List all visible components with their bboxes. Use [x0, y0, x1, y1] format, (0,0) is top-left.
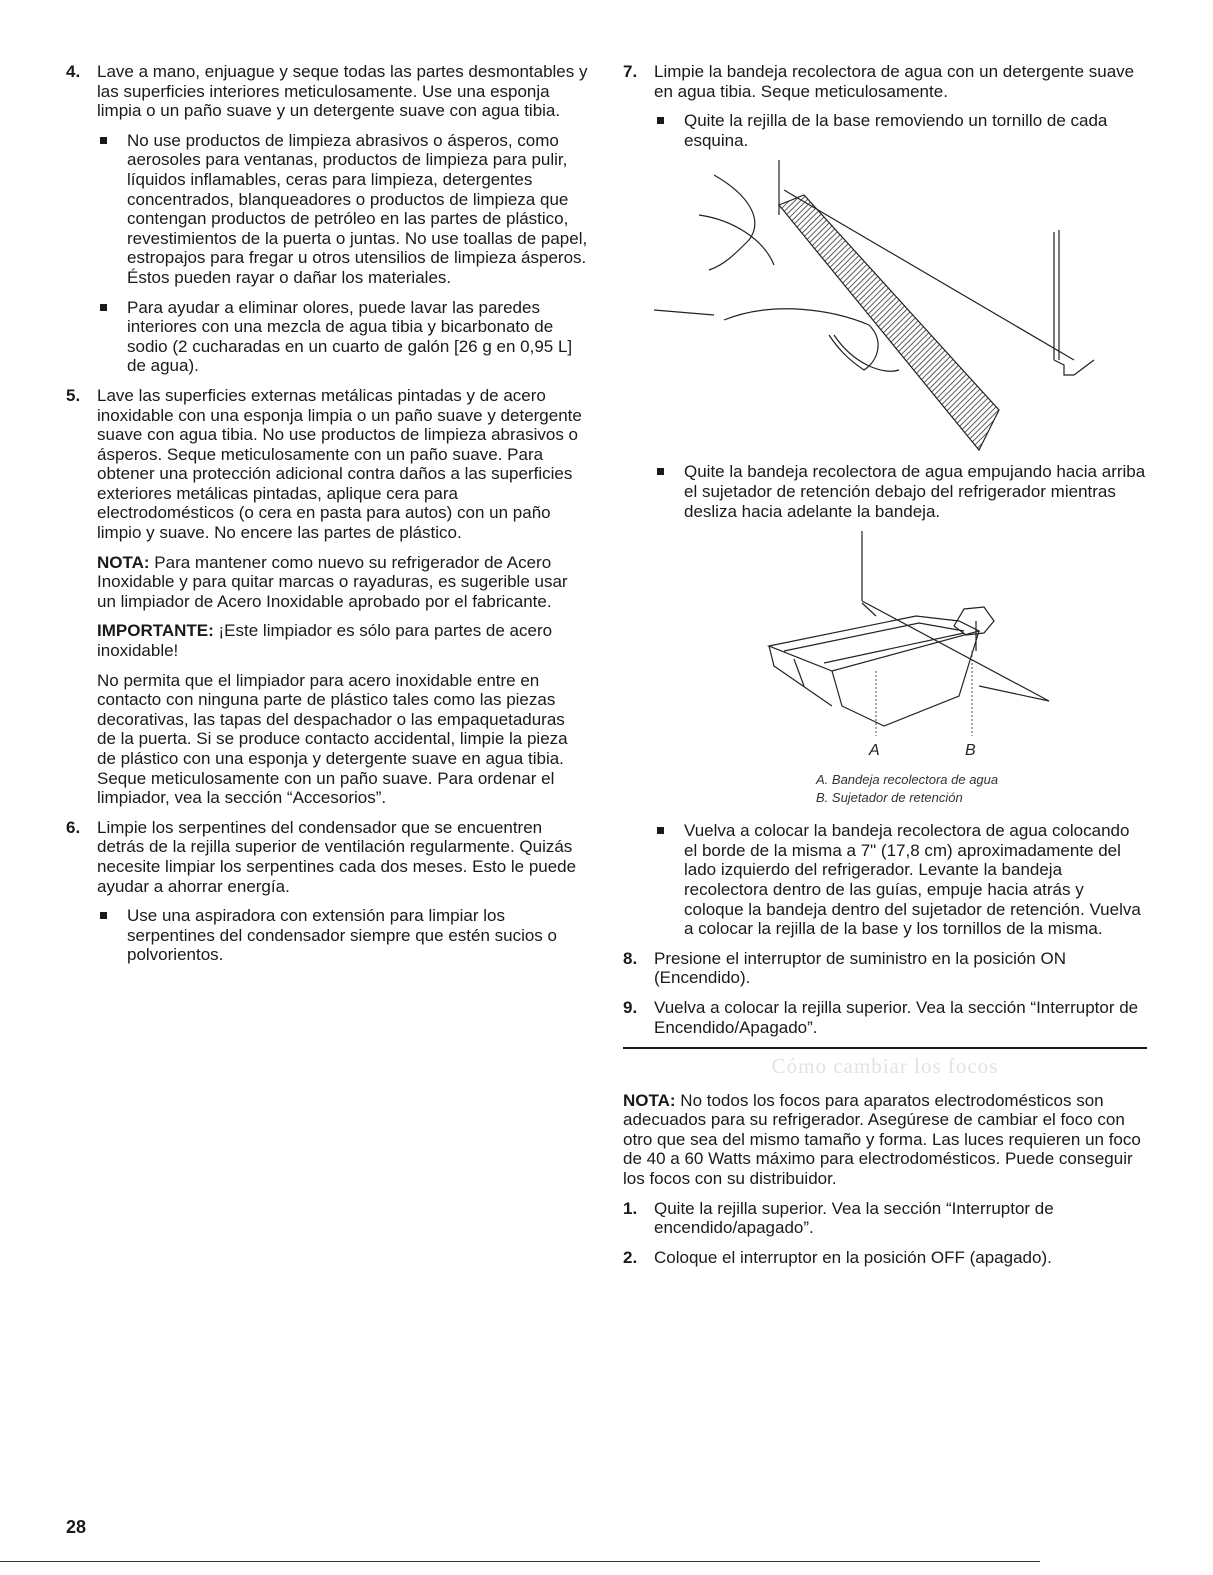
bullet-item	[97, 906, 588, 965]
important-text: ¡Este limpiador es sólo para partes de acero inoxidable!	[97, 621, 553, 661]
step-text: Lave las superficies externas metálicas pintadas y de acero inoxidable con una esponja limpia o un paño suave y detergente suave con agua tibia. No use productos de limpieza abrasivos o ásperos. Seque meticulosamente con un paño suave. Para obtener una protección adicional contra daños a las superficies exteriores metálicas pintadas, aplique cera para electrodomésticos (o cera en pasta para autos) con un paño limpio y suave. No encere las partes de plástico.	[97, 385, 582, 543]
square-bullet-icon	[100, 304, 107, 311]
bullet-item	[654, 462, 1147, 521]
section-divider	[623, 1047, 1147, 1049]
bullet-text: Quite la bandeja recolectora de agua empujando hacia arriba el sujetador de retención debajo del refrigerador mientras desliza hacia adelante la bandeja.	[684, 462, 1146, 521]
bullet-item	[97, 298, 588, 376]
step-9	[623, 998, 1147, 1037]
bullet-text: Vuelva a colocar la bandeja recolectora de agua colocando el borde de la misma a 7" (17,8 cm) aproximadamente del lado izquierdo del refrigerador. Levante la bandeja recolectora dentro de las guías, empuje hacia atrás y coloque la bandeja dentro del sujetador de retención. Vuelva a colocar la rejilla de la base y los tornillos de la misma.	[684, 821, 1141, 939]
bulb-step-2	[623, 1248, 1147, 1268]
step-6	[66, 818, 588, 965]
step-8	[623, 949, 1147, 988]
note-text: Para mantener como nuevo su refrigerador de Acero Inoxidable y para quitar marcas o rayaduras, es sugerible usar un limpiador de Acero Inoxidable aprobado por el fabricante.	[97, 552, 568, 611]
bullet-text: Para ayudar a eliminar olores, puede lavar las paredes interiores con una mezcla de agua tibia y bicarbonato de sodio (2 cucharadas en un cuarto de galón [26 g en 0,95 L] de agua).	[127, 297, 573, 376]
bullet-text: Quite la rejilla de la base removiendo un tornillo de cada esquina.	[684, 111, 1108, 150]
step-text: Coloque el interruptor en la posición OFF (apagado).	[654, 1247, 1052, 1267]
bullet-item	[97, 131, 588, 288]
square-bullet-icon	[657, 117, 664, 124]
square-bullet-icon	[100, 137, 107, 144]
base-grille-removal-illustration	[654, 160, 1147, 452]
grille-illustration-svg	[654, 160, 1114, 452]
label-a: A	[869, 742, 880, 760]
step-number: 8.	[623, 948, 638, 968]
note-paragraph	[623, 1091, 1147, 1189]
step-text: Limpie los serpentines del condensador que se encuentren detrás de la rejilla superior de ventilación regularmente. Quizás necesite limpiar los serpentines cada dos meses. Esto le puede ayudar a ahorrar energía.	[97, 817, 577, 896]
caption-b: B. Sujetador de retención	[816, 790, 963, 806]
step-number: 6.	[66, 817, 81, 837]
bullet-text: Use una aspiradora con extensión para limpiar los serpentines del condensador siempre que estén sucios o polvorientos.	[127, 906, 557, 965]
step-number: 1.	[623, 1198, 638, 1218]
note-label: NOTA:	[623, 1090, 676, 1110]
bullet-text: No use productos de limpieza abrasivos o ásperos, como aerosoles para ventanas, productos de limpieza para pulir, líquidos inflamables, ceras para limpieza, detergentes concentrados, blanqueadores o productos de limpieza que contengan productos de petróleo en las partes de plástico, revestimientos de la puerta o juntas. No use toallas de papel, estropajos para fregar u otros utensilios de limpieza ásperos. Éstos pueden rayar o dañar los materiales.	[127, 130, 588, 287]
step-number: 7.	[623, 62, 638, 81]
square-bullet-icon	[657, 468, 664, 475]
step-text: Quite la rejilla superior. Vea la sección “Interruptor de encendido/apagado”.	[654, 1198, 1054, 1238]
note-text: No todos los focos para aparatos electrodomésticos son adecuados para su refrigerador. Asegúrese de cambiar el foco con otro que sea del mismo tamaño y forma. Las luces requieren un foco de 40 a 60 Watts máximo para electrodomésticos. Puede conseguir los focos con su distribuidor.	[623, 1090, 1141, 1189]
bulb-step-1	[623, 1199, 1147, 1238]
step-text: Vuelva a colocar la rejilla superior. Vea la sección “Interruptor de Encendido/Apagado”.	[654, 997, 1139, 1037]
drain-pan-svg	[654, 531, 1114, 761]
square-bullet-icon	[100, 912, 107, 919]
label-b: B	[965, 742, 976, 760]
section-title: Cómo cambiar los focos	[771, 1054, 999, 1079]
note-label: NOTA:	[97, 552, 150, 572]
bullet-item	[654, 821, 1147, 939]
step-text: Presione el interruptor de suministro en la posición ON (Encendido).	[654, 948, 1066, 988]
right-column	[623, 62, 1147, 1277]
bullet-item	[654, 111, 1147, 150]
footer-rule	[0, 1561, 1040, 1562]
note-paragraph	[97, 553, 588, 612]
drain-pan-illustration	[654, 531, 1147, 761]
step-number: 4.	[66, 62, 81, 81]
step-number: 5.	[66, 385, 81, 405]
step-7	[623, 62, 1147, 939]
step-number: 9.	[623, 997, 638, 1017]
important-paragraph	[97, 621, 588, 660]
left-column	[66, 62, 588, 975]
step-text: Lave a mano, enjuague y seque todas las partes desmontables y las superficies interiores meticulosamente. Use una esponja limpia o un paño suave y un detergente suave con agua tibia.	[97, 62, 588, 121]
warning-paragraph: No permita que el limpiador para acero inoxidable entre en contacto con ninguna parte de plástico tales como las piezas decorativas, las tapas del despachador o las empaquetaduras de la puerta. Si se produce contacto accidental, limpie la pieza de plástico con una esponja y detergente suave en agua tibia. Seque meticulosamente con un paño suave. Para ordenar el limpiador, vea la sección “Accesorios”.	[97, 670, 568, 808]
step-number: 2.	[623, 1247, 638, 1267]
step-5	[66, 386, 588, 808]
caption-a: A. Bandeja recolectora de agua	[816, 772, 999, 788]
square-bullet-icon	[657, 827, 664, 834]
step-text: Limpie la bandeja recolectora de agua con un detergente suave en agua tibia. Seque meticulosamente.	[654, 62, 1135, 101]
important-label: IMPORTANTE:	[97, 621, 214, 641]
page-number: 28	[66, 1517, 87, 1537]
step-4	[66, 62, 588, 376]
